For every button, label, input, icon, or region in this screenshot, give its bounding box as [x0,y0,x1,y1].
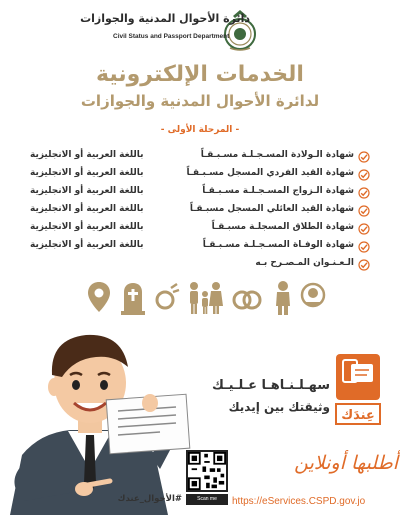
service-name: شهادة القيد العائلي المسجل مسبـقـاً [189,204,354,214]
title-department: لدائرة الأحوال المدنية والجوازات [80,92,320,110]
service-language: باللغة العربية أو الانجليزية [30,186,144,196]
document-badge-icon [333,352,383,427]
service-language: باللغة العربية أو الانجليزية [30,150,144,160]
check-icon [358,223,370,235]
baby-icon [299,280,327,316]
service-item [30,150,370,165]
service-language: باللغة العربية أو الانجليزية [30,222,144,232]
hashtag: #الأحوال_عندك [117,494,182,504]
slogan-line-1: سهـلـنـاهـا عـلـيـك [212,378,330,393]
eservices-url-link[interactable]: https://eServices.CSPD.gov.jo [232,496,366,507]
service-item [30,222,370,237]
order-online-heading: أطلبها أونلاين [294,452,398,474]
doc-badge-label: عِندَك [341,408,375,423]
service-item [30,258,370,273]
department-name-arabic: دائرة الأحوال المدنية والجوازات [80,12,250,25]
service-name: شهادة الـزواج المسـجـلـة مسـبـقـاً [202,186,354,196]
service-item [30,240,370,255]
service-item [30,168,370,183]
title-eservices: الخدمات الإلكترونية [96,62,304,87]
check-icon [358,241,370,253]
scan-label: Scan me [186,494,228,505]
service-item [30,186,370,201]
header [0,0,400,60]
service-name: شهادة الوفـاة المسـجـلـة مسـبـقـاً [202,240,354,250]
check-icon [358,151,370,163]
qr-code-graphic [188,452,226,490]
wedding-rings-icon [231,280,263,316]
service-language: باللغة العربية أو الانجليزية [30,168,144,178]
department-name-english: Civil Status and Passport Department [113,33,230,40]
service-language: باللغة العربية أو الانجليزية [30,204,144,214]
check-icon [358,259,370,271]
businessman-illustration [0,305,200,515]
phase-label: - المرحلة الأولى - [160,125,240,135]
check-icon [358,205,370,217]
service-name: شهادة الـولادة المسـجـلـة مسـبـقـاً [200,150,354,160]
service-name: شهادة الطلاق المسجلـة مسبـقـاً [211,222,354,232]
service-item [30,204,370,219]
check-icon [358,187,370,199]
qr-code[interactable] [186,450,228,492]
slogan-line-2: وثيقتك بين إيديك [228,400,330,414]
check-icon [358,169,370,181]
service-language: باللغة العربية أو الانجليزية [30,240,144,250]
person-icon [269,280,297,316]
service-name: شهادة القيد الفردي المسجل مسـبـقـاً [186,168,354,178]
service-name: الـعـنـوان المـصـرح بـه [255,258,354,268]
